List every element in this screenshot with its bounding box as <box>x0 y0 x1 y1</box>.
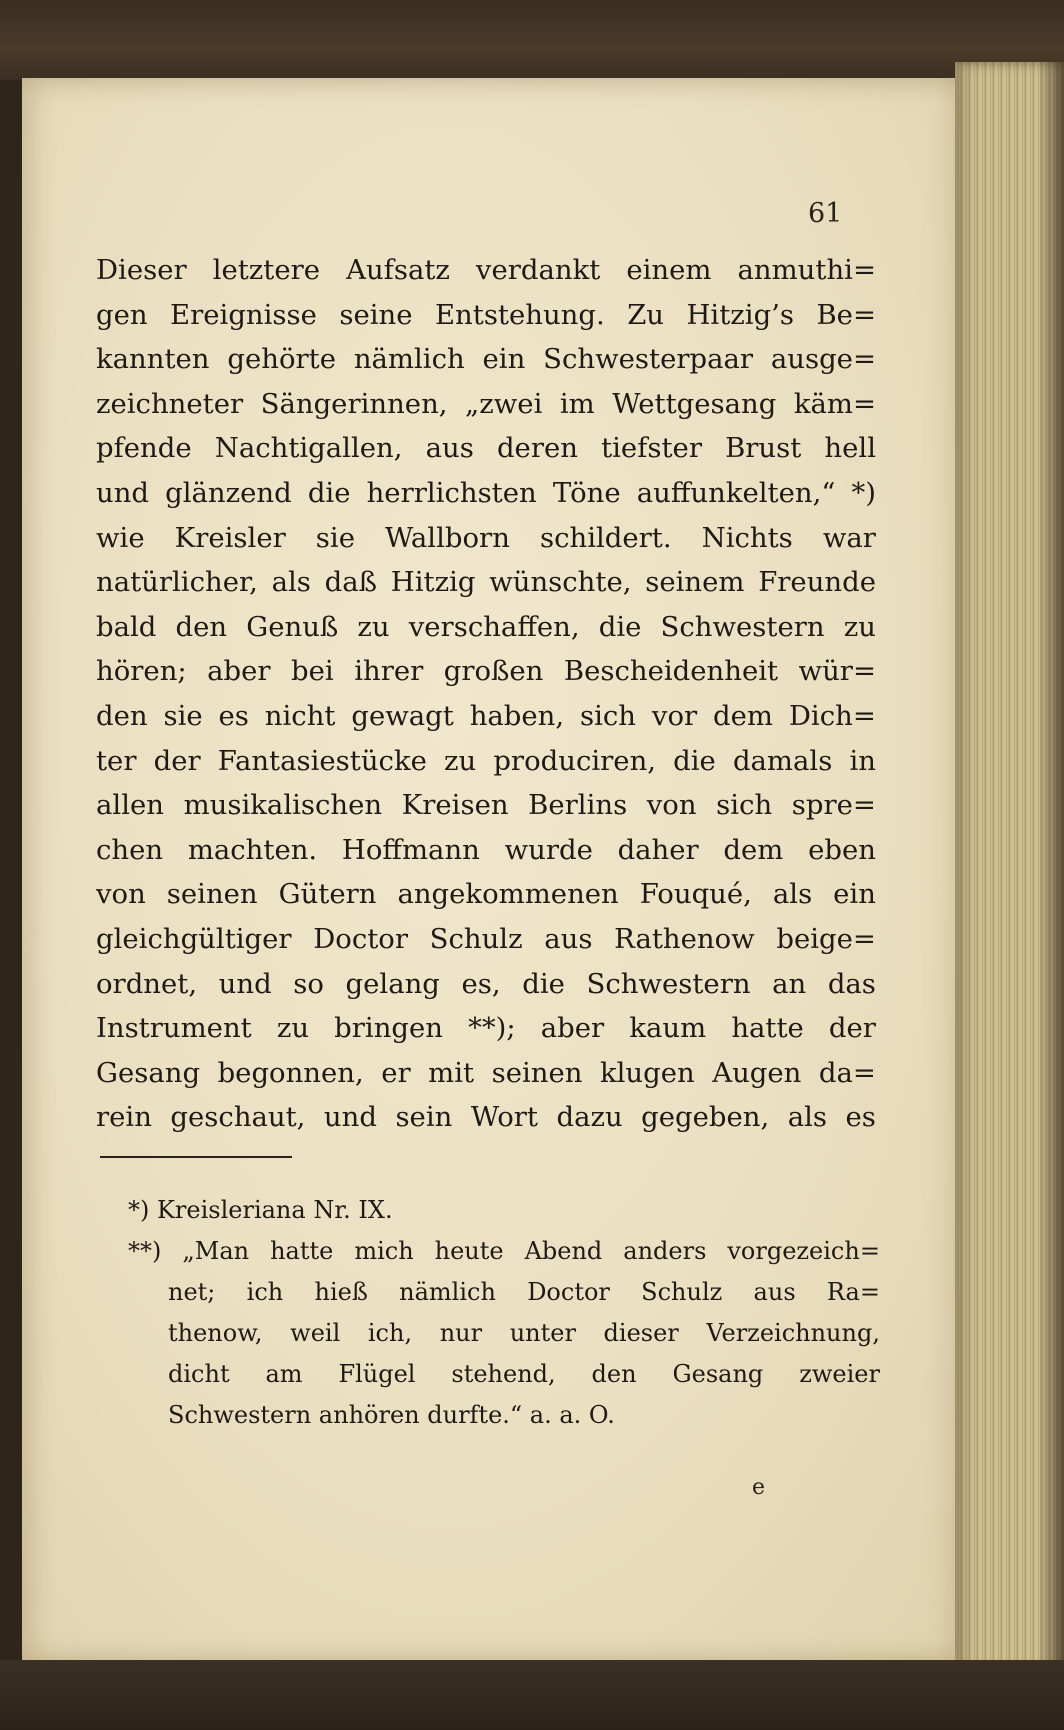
word: ich, <box>367 1319 413 1347</box>
text-line <box>96 248 876 293</box>
word: wurde <box>504 833 593 866</box>
word: Kreisler <box>174 521 286 554</box>
text-line <box>96 1051 876 1096</box>
signature-mark: e <box>752 1475 766 1500</box>
word: und <box>323 1101 377 1134</box>
word: net; <box>168 1278 216 1306</box>
word: nämlich <box>353 343 465 376</box>
word: Doctor <box>527 1278 610 1306</box>
word: ausge= <box>770 343 876 376</box>
word: Aufsatz <box>346 254 450 286</box>
word: zu <box>444 744 477 777</box>
word: käm= <box>793 387 876 420</box>
word: seinen <box>166 878 258 911</box>
word: aber <box>207 655 271 688</box>
word: von <box>646 789 697 822</box>
word: eben <box>808 833 876 866</box>
word: glänzend <box>165 476 292 509</box>
word: weil <box>290 1319 341 1347</box>
word: dicht <box>168 1360 230 1388</box>
word: es <box>218 699 249 732</box>
word: Sängerinnen, <box>260 387 448 420</box>
word: zeichneter <box>96 387 244 420</box>
word: Schulz <box>641 1278 723 1306</box>
word: nur <box>439 1319 483 1347</box>
word: musikalischen <box>183 789 383 822</box>
word: thenow, <box>168 1319 263 1347</box>
footnote-line <box>128 1313 880 1354</box>
word: Rathenow <box>614 922 755 955</box>
word: damals <box>732 744 833 777</box>
word: Verzeichnung, <box>706 1319 880 1347</box>
word: seinen <box>491 1056 583 1089</box>
footnotes <box>128 1190 880 1436</box>
text-line <box>96 1006 876 1051</box>
word: von <box>96 878 146 911</box>
word: Bescheidenheit <box>563 655 779 688</box>
word: ter <box>96 744 137 777</box>
word: seine <box>339 298 413 331</box>
word: bei <box>291 655 334 688</box>
word: aus <box>425 432 474 465</box>
word: seinem <box>645 566 745 599</box>
word: sie <box>315 521 355 554</box>
word: er <box>381 1056 411 1089</box>
word: an <box>772 967 807 1000</box>
word: der <box>828 1012 876 1045</box>
text-line <box>96 471 876 516</box>
text-line <box>96 828 876 873</box>
word: gelang <box>345 967 440 1000</box>
text-line <box>96 382 876 427</box>
word: es, <box>461 967 501 1000</box>
word: Schulz <box>429 922 523 955</box>
word: geschaut, <box>170 1101 306 1134</box>
word: als <box>772 878 813 911</box>
word: **); <box>468 1012 516 1045</box>
footnote-line <box>128 1354 880 1395</box>
word: rein <box>96 1101 152 1134</box>
word: ein <box>482 343 526 376</box>
word: dem <box>723 833 784 866</box>
word: als <box>787 1101 828 1134</box>
word: dazu <box>556 1101 623 1134</box>
word: Hoffmann <box>341 833 480 866</box>
text-line <box>96 1095 876 1140</box>
text-line <box>96 426 876 471</box>
word: zu <box>357 610 390 643</box>
word: da= <box>818 1056 876 1089</box>
word: sich <box>716 789 773 822</box>
word: dieser <box>603 1319 679 1347</box>
text-line <box>96 516 876 561</box>
word: *) <box>851 476 876 509</box>
word: vorgezeich= <box>727 1237 880 1265</box>
word: hell <box>824 432 876 465</box>
footnote-line <box>128 1231 880 1272</box>
word: Gesang <box>96 1056 201 1089</box>
word: zweier <box>799 1360 880 1388</box>
word: in <box>849 744 876 777</box>
word: gen <box>96 298 148 331</box>
word: aus <box>753 1278 796 1306</box>
word: am <box>265 1360 303 1388</box>
word: Hitzig <box>390 566 476 599</box>
word: Berlins <box>528 789 628 822</box>
word: ordnet, <box>96 967 198 1000</box>
word: Doctor <box>313 922 408 955</box>
word: „Man <box>182 1237 250 1265</box>
word: Wallborn <box>385 521 510 554</box>
word: „zwei <box>465 387 543 420</box>
word: die <box>522 967 565 1000</box>
word: gleichgültiger <box>96 922 292 955</box>
word: anmuthi= <box>737 254 876 286</box>
word: und <box>96 476 150 509</box>
word: produciren, <box>493 744 657 777</box>
word: wür= <box>798 655 876 688</box>
word: klugen <box>599 1056 695 1089</box>
word: Nichts <box>701 521 793 554</box>
page-number: 61 <box>808 198 843 229</box>
word: den <box>96 699 148 732</box>
word: wie <box>96 521 145 554</box>
word: der <box>153 744 201 777</box>
footnote-line <box>128 1272 880 1313</box>
word: Ereignisse <box>170 298 317 331</box>
text-line <box>96 694 876 739</box>
word: hatte <box>270 1237 334 1265</box>
word: natürlicher, <box>96 566 258 599</box>
book-cover-top <box>0 0 1064 80</box>
body-text <box>96 248 876 1140</box>
word: wünschte, <box>489 566 632 599</box>
word: das <box>827 967 876 1000</box>
word: kannten <box>96 343 210 376</box>
word: großen <box>443 655 544 688</box>
word: machten. <box>187 833 318 866</box>
word: haben, <box>469 699 565 732</box>
word: den <box>175 610 228 643</box>
word: hören; <box>96 655 187 688</box>
word: war <box>822 521 876 554</box>
word: verdankt <box>475 254 601 286</box>
word: letztere <box>212 254 321 286</box>
word: und <box>218 967 272 1000</box>
word: ihrer <box>354 655 424 688</box>
word: spre= <box>791 789 876 822</box>
word: den <box>591 1360 637 1388</box>
word: als <box>271 566 311 599</box>
word: Zu <box>627 298 665 331</box>
word: dem <box>713 699 773 732</box>
word: kaum <box>629 1012 707 1045</box>
word: angekommenen <box>397 878 619 911</box>
word: Kreisen <box>401 789 509 822</box>
word: zu <box>843 610 876 643</box>
word: so <box>293 967 324 1000</box>
word: Schwestern <box>660 610 825 643</box>
word: Fantasiestücke <box>217 744 427 777</box>
word: herrlichsten <box>366 476 537 509</box>
word: sein <box>395 1101 453 1134</box>
word: Gütern <box>278 878 377 911</box>
word: beige= <box>776 922 876 955</box>
book-cover-bottom <box>0 1660 1064 1730</box>
word: bringen <box>334 1012 444 1045</box>
word: einem <box>626 254 712 286</box>
word: Gesang <box>672 1360 764 1388</box>
word: Entstehung. <box>434 298 605 331</box>
word: mit <box>428 1056 475 1089</box>
word: Freunde <box>758 566 876 599</box>
text-line <box>96 605 876 650</box>
word: Instrument <box>96 1012 252 1045</box>
text-line <box>96 560 876 605</box>
word: Dieser <box>96 254 187 286</box>
text-line <box>96 293 876 338</box>
word: verschaffen, <box>408 610 580 643</box>
word: Augen <box>712 1056 802 1089</box>
word: begonnen, <box>217 1056 364 1089</box>
word: vor <box>651 699 698 732</box>
word: tiefster <box>601 432 702 465</box>
word: Brust <box>725 432 802 465</box>
word: ein <box>833 878 876 911</box>
word: im <box>559 387 595 420</box>
word: deren <box>496 432 578 465</box>
text-line <box>96 872 876 917</box>
word: gegeben, <box>641 1101 770 1134</box>
text-line <box>96 337 876 382</box>
word: aber <box>540 1012 605 1045</box>
word: zu <box>276 1012 310 1045</box>
word: Nachtigallen, <box>214 432 403 465</box>
word: die <box>598 610 642 643</box>
word: Dich= <box>788 699 876 732</box>
word: heute <box>434 1237 504 1265</box>
text-line <box>96 783 876 828</box>
word: allen <box>96 789 164 822</box>
word: bald <box>96 610 157 643</box>
word: Genuß <box>246 610 339 643</box>
word: gewagt <box>351 699 454 732</box>
page-edges-shadow <box>1040 62 1064 1672</box>
text-line <box>96 739 876 784</box>
word: daß <box>324 566 378 599</box>
word: anders <box>623 1237 707 1265</box>
word: ich <box>246 1278 284 1306</box>
word: unter <box>509 1319 576 1347</box>
word: Abend <box>524 1237 603 1265</box>
word: Schwestern <box>586 967 751 1000</box>
word: auffunkelten,“ <box>636 476 836 509</box>
word: die <box>307 476 351 509</box>
word: Wort <box>470 1101 538 1134</box>
word: gehörte <box>227 343 336 376</box>
word: sie <box>163 699 203 732</box>
word: es <box>845 1101 876 1134</box>
word: chen <box>96 833 164 866</box>
word: Fouqué, <box>639 878 752 911</box>
word: Schwesterpaar <box>543 343 754 376</box>
word: Wettgesang <box>612 387 777 420</box>
word: die <box>673 744 716 777</box>
word: daher <box>617 833 699 866</box>
text-line <box>96 917 876 962</box>
footnote-line: Schwestern anhören durfte.“ a. a. O. <box>168 1401 615 1429</box>
word: hatte <box>731 1012 804 1045</box>
word: Flügel <box>338 1360 416 1388</box>
footnote-line: *) Kreisleriana Nr. IX. <box>128 1196 393 1224</box>
text-line <box>96 962 876 1007</box>
word: sich <box>580 699 637 732</box>
word: nicht <box>264 699 336 732</box>
word: Töne <box>552 476 621 509</box>
word: Ra= <box>826 1278 880 1306</box>
word: Hitzig’s <box>686 298 795 331</box>
word: **) <box>128 1237 162 1265</box>
word: Be= <box>816 298 876 331</box>
word: pfende <box>96 432 192 465</box>
footnote-rule <box>100 1156 292 1158</box>
text-line <box>96 649 876 694</box>
word: nämlich <box>399 1278 496 1306</box>
word: schildert. <box>539 521 672 554</box>
word: stehend, <box>451 1360 556 1388</box>
word: hieß <box>314 1278 368 1306</box>
word: mich <box>354 1237 414 1265</box>
word: aus <box>544 922 593 955</box>
